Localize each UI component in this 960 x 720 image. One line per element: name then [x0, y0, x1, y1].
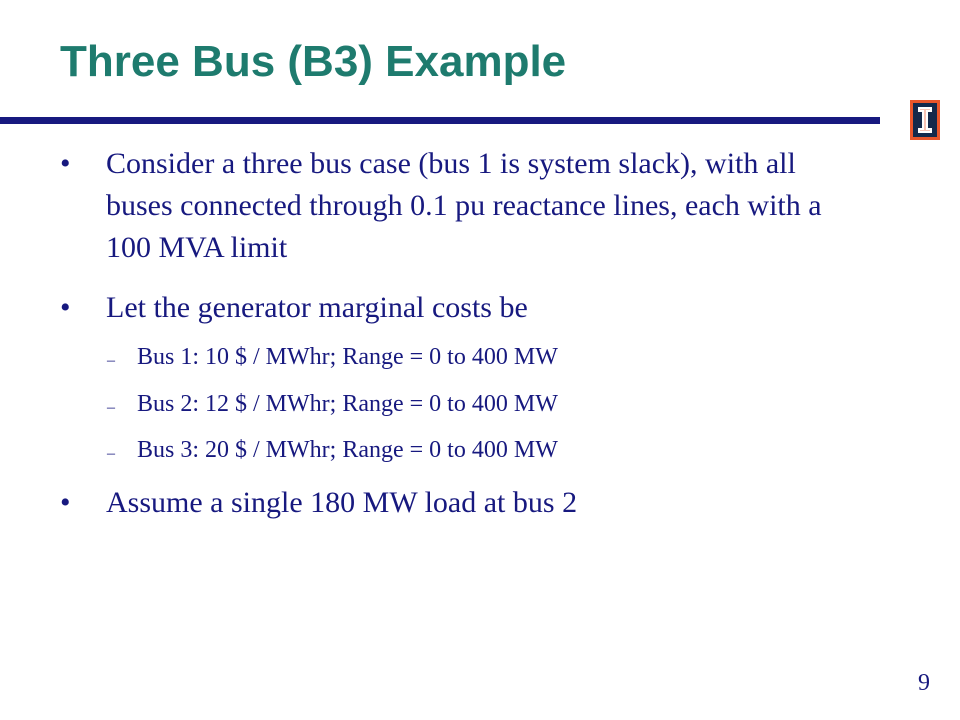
- bullet-text: Assume a single 180 MW load at bus 2: [106, 486, 578, 519]
- dash-marker: –: [107, 399, 115, 416]
- page-number: 9: [918, 670, 930, 696]
- bullet-item: [60, 143, 846, 269]
- bullet-marker: •: [60, 486, 71, 519]
- dash-marker: –: [107, 445, 115, 462]
- sub-bullet-item: [107, 434, 558, 466]
- sub-bullet-item: [107, 341, 558, 373]
- bullet-marker: •: [60, 291, 71, 324]
- dash-marker: –: [107, 352, 115, 369]
- sub-bullet-text: Bus 2: 12 $ / MWhr; Range = 0 to 400 MW: [137, 391, 558, 417]
- bullet-marker: •: [60, 147, 71, 180]
- bullet-text: Consider a three bus case (bus 1 is system slack), with all buses connected through 0.1 pu reactance lines, each with a 100 MVA limit: [106, 147, 822, 264]
- slide-title: Three Bus (B3) Example: [60, 37, 567, 86]
- bullet-item: [60, 287, 846, 329]
- sub-bullet-item: [107, 388, 558, 420]
- sub-bullet-text: Bus 3: 20 $ / MWhr; Range = 0 to 400 MW: [137, 437, 558, 463]
- bullet-item: [60, 482, 846, 524]
- bullet-text: Let the generator marginal costs be: [106, 291, 528, 324]
- sub-bullet-text: Bus 1: 10 $ / MWhr; Range = 0 to 400 MW: [137, 344, 558, 370]
